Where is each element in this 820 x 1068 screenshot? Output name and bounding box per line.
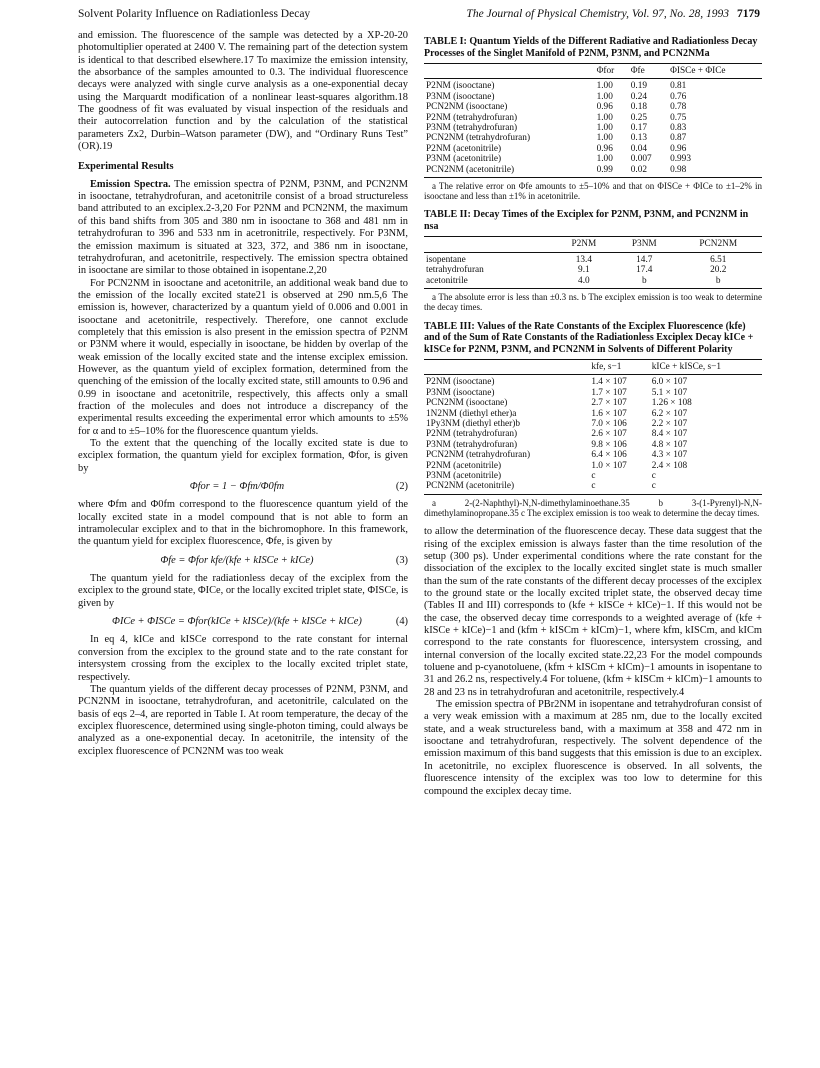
running-head: Solvent Polarity Influence on Radiationless Decay — [78, 8, 311, 20]
row-label: P2NM (acetonitrile) — [426, 143, 502, 154]
table-cell: 1.26 × 108 — [651, 398, 692, 409]
table-cell: 0.007 — [630, 154, 652, 165]
table-cell: 2.4 × 108 — [651, 460, 688, 471]
table-cell: 2.6 × 107 — [591, 429, 627, 440]
table-header-cell: kfe, s−1 — [589, 360, 649, 375]
table-cell: 2.2 × 107 — [651, 419, 688, 430]
table-cell: 4.8 × 107 — [651, 439, 688, 450]
table-cell: 5.1 × 107 — [651, 387, 688, 398]
table-cell: 0.96 — [670, 143, 687, 154]
table-cell: 9.1 — [578, 265, 590, 276]
table-cell: 0.75 — [670, 112, 687, 123]
weak-band-paragraph: For PCN2NM in isooctane and acetonitrile, an additional weak band due to the emission of the locally excited state21 is observed at 290 nm.5,6 The emission is, however, characterized by a quantum yield of 0.006 and 0.001 in isooctane and acetonitrile, respectively. Therefore, one cannot exclude completely that this emission is also present in the emission spectra of P2NM or P3NM where it would, especially in isooctane, be hidden by overlap of the weak emission of the locally excited state and the intense exciplex emission. However, as the quantum yield of exciplex formation, determined from the quenching of the emission of the locally excited state, still amounts to 0.96 and 0.99 in isooctane and acetonitrile, respectively, this affects only a small fraction of the molecules and does not introduce a discrepancy of the experimental results exceeding the experimental error which amounts to ±5% for α and to ±5–10% for the fluorescence quantum yields. — [78, 277, 408, 437]
equation-number: (2) — [395, 481, 408, 493]
row-label: PCN2NM (acetonitrile) — [424, 481, 589, 494]
table-row — [424, 429, 762, 439]
quenching-paragraph: To the extent that the quenching of the locally excited state is due to exciplex formation, the quantum yield for exciplex formation, Φfor, is given by — [78, 438, 408, 474]
table-header-cell: Φfor — [595, 64, 629, 79]
paragraph-text: The emission spectra of P2NM, P3NM, and PCN2NM in isooctane, tetrahydrofuran, and acetonitrile consist of a broad structureless band attributed to an exciplex.2-3,20 For P2NM and PCN2NM, the maximum of this band shifts from 305 and 380 nm in isooctane to 368 and 481 nm in tetrahydrofuran to 396 and 533 nm in acetronitrile, respectively. For P3NM, the emission maximum is situated at 323, 372, and 386 nm in isooctane, tetrahydrofuran, and acetonitrile, respectively. The emission spectra obtained in isooctane are similar to those obtained in isopentane.2,20 — [78, 178, 408, 277]
table-cell: 1.6 × 107 — [591, 408, 627, 419]
table-row — [424, 471, 762, 481]
row-label: PCN2NM (acetonitrile) — [424, 165, 595, 178]
table-cell: 0.25 — [630, 112, 648, 123]
table-header-cell: P3NM — [614, 237, 674, 252]
pbr2nm-paragraph: The emission spectra of PBr2NM in isopentane and tetrahydrofuran consist of a very weak emission with a maximum at 285 nm, due to the locally excited state, and a weak structureless band, with a maximum at 358 and 472 nm in isooctane and tetrahydrofuran, respectively. The solvent dependence of the emission maximum of this band suggests that this emission is due to an exciplex. In acetonitrile, no exciplex fluorescence is observed. In all solvents, the fluorescence intensity of the exciplex was too low to determine for this compound the exciplex decay time. — [424, 699, 762, 797]
page-number: 7179 — [737, 8, 760, 20]
row-label: P2NM (acetonitrile) — [426, 460, 502, 471]
table-row — [424, 440, 762, 450]
table-cell: 1.00 — [596, 112, 613, 123]
table-cell: 0.96 — [596, 102, 613, 113]
table-cell: 2.7 × 107 — [591, 398, 627, 409]
right-column — [424, 30, 762, 798]
table-3-caption: TABLE III: Values of the Rate Constants of the Exciplex Fluorescence (kfe) and of the Sum of Rate Constants of the Radiationless Exciplex Decay kICe + kISCe for P2NM, P3NM, and PCN2NM in Solvents of Different Polarity — [424, 320, 754, 355]
table-cell: 0.76 — [670, 91, 687, 102]
table-row — [424, 419, 762, 429]
table-header-cell: PCN2NM — [675, 237, 763, 252]
table-2-footnote: a The absolute error is less than ±0.3 ns. b The exciplex emission is too weak to determine the decay times. — [424, 292, 762, 313]
table-row — [424, 265, 762, 275]
table-3-footnote: a 2-(2-Naphthyl)-N,N-dimethylaminoethane.35 b 3-(1-Pyrenyl)-N,N-dimethylaminopropane.35 c The exciplex emission is too weak to determine the decay times. — [424, 497, 762, 519]
radiationless-paragraph: The quantum yield for the radiationless decay of the exciplex from the exciplex to the ground state, ΦICe, or the locally excited triplet state, ΦISCe, is given by — [78, 573, 408, 609]
table-cell: b — [614, 276, 674, 289]
row-label: PCN2NM (isooctane) — [426, 102, 508, 113]
table-1-footnote: a The relative error on Φfe amounts to ±5–10% and that on ΦISCe + ΦICe to ±1–2% in isooctane and less than ±1% in acetonitrile. — [424, 181, 762, 202]
row-label: P2NM (tetrahydrofuran) — [426, 429, 518, 440]
equation-number: (3) — [395, 554, 408, 566]
equation-number: (4) — [395, 616, 408, 628]
row-label: 1Py3NM (diethyl ether)b — [426, 419, 520, 430]
table-1 — [424, 63, 762, 178]
table-row — [424, 92, 762, 102]
table-header-cell: P2NM — [554, 237, 614, 252]
table-header-cell — [424, 360, 589, 375]
table-cell: 1.00 — [596, 123, 613, 134]
table-row — [424, 123, 762, 133]
quantum-yields-paragraph: The quantum yields of the different decay processes of P2NM, P3NM, and PCN2NM in isooctane, tetrahydrofuran, and acetonitrile, calculated on the basis of eqs 2–4, are reported in Table I. At room temperature, the decay of the exciplex fluorescence, determined using single-photon timing, could always be analyzed as a one-exponential decay. In acetonitrile, the intensity of the exciplex fluorescence of PCN2NM was too weak — [78, 683, 408, 757]
table-cell: c — [589, 481, 649, 494]
table-row — [424, 461, 762, 471]
table-cell: 0.81 — [670, 81, 687, 92]
journal-citation — [466, 8, 760, 20]
row-label: P3NM (isooctane) — [426, 91, 495, 102]
table-row — [424, 144, 762, 154]
row-label: acetonitrile — [424, 276, 554, 289]
table-cell: 0.17 — [630, 123, 648, 134]
table-cell: 0.13 — [630, 133, 648, 144]
row-label: P2NM (tetrahydrofuran) — [426, 112, 518, 123]
table-row — [424, 154, 762, 164]
table-cell: 14.7 — [636, 254, 653, 265]
intro-paragraph: and emission. The fluorescence of the sample was detected by a XP-20-20 photomultiplier operated at 2400 V. The remaining part of the detection system is identical to that described elsewhere.17 To maximize the emission intensity, the absorbance of the samples amounted to 0.3. The individual fluorescence decays were analyzed with single curve analysis as a one-exponential decay using the Marquardt modification of a nonlinear least-squares algorithm.18 The goodness of fit was evaluated by visual inspection of the residuals and their autocorrelation function and by the calculation of the statistical parameters Zx2, Durbin–Watson parameter (DW), and “Ordinary Runs Test” (OR).19 — [78, 30, 408, 153]
runin-heading: Emission Spectra. — [90, 178, 171, 190]
table-cell: 9.8 × 106 — [591, 439, 627, 450]
row-label: P2NM (isooctane) — [426, 81, 495, 92]
table-cell: 1.4 × 107 — [591, 377, 627, 388]
table-1-caption: TABLE I: Quantum Yields of the Different Radiative and Radiationless Decay Processes of the Singlet Manifold of P2NM, P3NM, and PCN2NMa — [424, 36, 758, 59]
table-cell: 1.7 × 107 — [591, 387, 627, 398]
equation-2 — [78, 481, 408, 493]
table-header-cell: kICe + kISCe, s−1 — [650, 360, 762, 375]
equation-body: ΦICe + ΦISCe = Φfor(kICe + kISCe)/(kfe + kISCe + kICe) — [112, 616, 362, 628]
table-cell: 6.2 × 107 — [651, 408, 688, 419]
table-cell: b — [675, 276, 763, 289]
table-cell: 0.993 — [670, 154, 691, 165]
row-label: P2NM (isooctane) — [426, 377, 495, 388]
table-cell: c — [591, 471, 596, 482]
table-cell: 6.4 × 106 — [591, 450, 627, 461]
table-cell: 0.24 — [630, 91, 648, 102]
table-header-cell: ΦISCe + ΦICe — [668, 64, 762, 79]
table-cell: c — [651, 471, 656, 482]
left-column — [78, 30, 408, 758]
row-label: P3NM (isooctane) — [426, 387, 495, 398]
table-cell: 0.19 — [630, 81, 648, 92]
table-row — [424, 113, 762, 123]
table-cell: 17.4 — [636, 265, 653, 276]
table-cell: c — [650, 481, 762, 494]
equation-4 — [78, 616, 408, 628]
table-header-cell: Φfe — [629, 64, 668, 79]
table-cell: 0.99 — [595, 165, 629, 178]
table-row — [424, 102, 762, 112]
row-label: PCN2NM (isooctane) — [426, 398, 508, 409]
table-row — [424, 276, 762, 289]
table-cell: 0.18 — [630, 102, 648, 113]
row-label: P3NM (acetonitrile) — [426, 471, 502, 482]
row-label: PCN2NM (tetrahydrofuran) — [426, 450, 531, 461]
table-cell: 7.0 × 106 — [591, 419, 627, 430]
table-cell: 13.4 — [575, 254, 592, 265]
equation-body: Φfor = 1 − Φfm/Φ0fm — [189, 481, 285, 493]
table-cell: 6.0 × 107 — [651, 377, 688, 388]
table-2-caption: TABLE II: Decay Times of the Exciplex for P2NM, P3NM, and PCN2NM in nsa — [424, 209, 749, 232]
emission-spectra-paragraph — [78, 179, 408, 278]
table-cell: 8.4 × 107 — [651, 429, 688, 440]
equation-body: Φfe = Φfor kfe/(kfe + kISCe + kICe) — [160, 554, 314, 566]
table-cell: 1.00 — [596, 154, 613, 165]
table-cell: 0.04 — [630, 143, 648, 154]
decay-time-paragraph: to allow the determination of the fluorescence decay. These data suggest that the rising of the exciplex emission is always faster than the time resolution of the setup (300 ps). Under experimental conditions where the rate constant for the dissociation of the exciplex to the locally excited singlet state is much smaller than the sum of the rate constants of the different decay processes of the exciplex to the ground state or the locally excited triplet state, the observed decay time (Tables II and III) corresponds to (kfe + kISCe + kICe)−1. If this would not be the case, the observed decay time corresponds to a weighted average of (kfe + kISCe + kICe)−1 and (kfm + kISCm + kICm)−1, where kfm, kISCm, and kICm correspond to the rate constants for fluorescence, intersystem crossing, and internal conversion of the locally excited state.22,23 For the model compounds toluene and p-cyanotoluene, (kfm + kISCm + kICm)−1 amounts in isopentane to 31 and 26.2 ns, respectively.4 For toluene, (kfm + kISCm + kICm)−1 amounts to 28 and 23 ns in tetrahydrofuran and acetonitrile, respectively.4 — [424, 526, 762, 698]
table-cell: 1.00 — [596, 81, 613, 92]
table-header-cell — [424, 237, 554, 252]
row-label: PCN2NM (tetrahydrofuran) — [426, 133, 531, 144]
row-label: tetrahydrofuran — [426, 265, 484, 276]
table-cell: 4.3 × 107 — [651, 450, 688, 461]
table-row — [424, 409, 762, 419]
table-cell: 0.96 — [596, 143, 613, 154]
rate-constant-paragraph: In eq 4, kICe and kISCe correspond to the rate constant for internal conversion from the exciplex to the ground state and to the rate constant for intersystem crossing from the exciplex to the locally excited triplet state, respectively. — [78, 634, 408, 683]
table-cell: 0.83 — [670, 123, 687, 134]
table-row — [424, 165, 762, 178]
table-header-cell — [424, 64, 595, 79]
table-row — [424, 79, 762, 92]
table-row — [424, 388, 762, 398]
row-label: P3NM (tetrahydrofuran) — [426, 123, 518, 134]
table-3 — [424, 359, 762, 495]
table-row — [424, 481, 762, 494]
table-cell: 4.0 — [554, 276, 614, 289]
table-cell: 0.87 — [670, 133, 687, 144]
row-label: P3NM (acetonitrile) — [426, 154, 502, 165]
table-cell: 0.78 — [670, 102, 687, 113]
table-cell: 20.2 — [710, 265, 727, 276]
table-row — [424, 133, 762, 143]
table-cell: 0.02 — [629, 165, 668, 178]
journal-name: The Journal of Physical Chemistry, Vol. 97, No. 28, 1993 — [466, 8, 729, 20]
table-row — [424, 375, 762, 388]
row-label: P3NM (tetrahydrofuran) — [426, 439, 518, 450]
table-2 — [424, 236, 762, 289]
table-cell: 1.00 — [596, 133, 613, 144]
row-label: isopentane — [426, 254, 466, 265]
table-row — [424, 252, 762, 265]
table-cell: 1.0 × 107 — [591, 460, 627, 471]
model-compound-paragraph: where Φfm and Φ0fm correspond to the fluorescence quantum yield of the locally excited state in a model compound that is not able to form an intramolecular exciplex and to that in the bichromophore. In this framework, the quantum yield for exciplex fluorescence, Φfe, is given by — [78, 499, 408, 548]
equation-3 — [78, 555, 408, 567]
row-label: 1N2NM (diethyl ether)a — [426, 408, 517, 419]
table-cell: 1.00 — [596, 91, 613, 102]
table-cell: 6.51 — [710, 254, 727, 265]
section-heading: Experimental Results — [78, 161, 174, 173]
table-row — [424, 450, 762, 460]
table-row — [424, 398, 762, 408]
table-cell: 0.98 — [668, 165, 762, 178]
